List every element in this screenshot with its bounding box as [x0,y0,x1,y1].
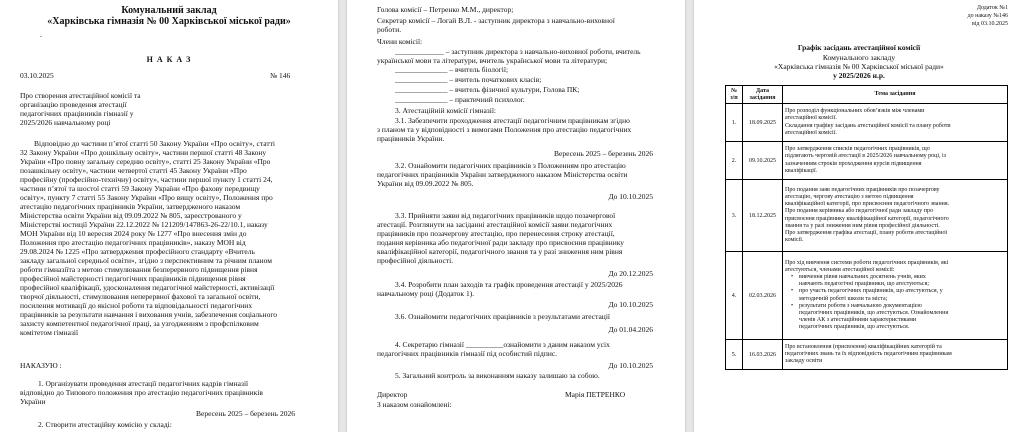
row-number: 2. [726,142,743,180]
member-line: ______________ – практичний психолог. [395,95,525,104]
topic-line: Про подання керівника або педагогічної ради закладу про [785,208,933,215]
s34-line: 3.4. Розробити план заходів та графік проведення атестації у 2025/2026 [395,280,623,289]
topic-line: Про встановлення (присвоєння) кваліфікаційних категорій та [785,343,942,350]
schedule-year: у 2025/2026 н.р. [833,71,885,80]
s4-line: 4. Секретарю гімназії __________ознайомити з даним наказом усіх [395,340,610,349]
commission-secretary: Секретар комісії – Логай В.Л. - заступник директора з навчально-виховної [377,16,615,25]
body-line: роботи гімназіїта з метою стимулювання безперервного підвищення рівня [20,265,258,274]
member-line: _____________ – заступник директора з навчально-виховної роботи, вчитель [395,47,641,56]
body-line: Відповідно до частини п’ятої статті 50 Закону України «Про освіту», статті [34,139,275,148]
s36-line: 3.6. Ознайомити педагогічних працівників з результатами атестації [395,312,610,321]
table-header-row [726,86,1008,104]
topic-line: звання та у разі зниження ним рівня професійної діяльності. [785,222,940,229]
s31-line: працівників України. [377,134,445,143]
header-text: засідання [749,94,776,101]
institution-name: Комунальний заклад [121,5,217,16]
topic-line: Про подання заяв педагогічних працівників про позачергову [785,187,940,194]
s34-line: навчальному році (Додаток 1). [377,289,475,298]
topic-line: присвоєння працівнику кваліфікаційної категорії, педагогічного [785,215,949,222]
table-row [726,180,1008,252]
topic-line: Про розподіл функціональних обов’язків між членами [785,108,925,115]
row-number: 5. [726,340,743,370]
topic-line: атестацію, чергову атестацію з метою підвищення [785,194,914,201]
topic-line: Про хід вивчення системи роботи педагогічних працівників, які [785,260,949,267]
s32-line: України від 09.09.2022 № 805. [377,179,474,188]
topic-line: педагогічних звань та їх відповідність педагогічним працівникам [785,350,952,357]
row-number: 1. [726,104,743,142]
row-number: 3. [726,180,743,252]
header-text: № [730,87,738,94]
bullet-continuation: методичній роботі школи та міста; [799,295,888,302]
director-label: Директор [377,390,408,399]
section-3: 3. Атестаційній комісії гімназії: [395,106,496,115]
header-text: Дата [756,87,769,94]
bullet-item: • про участь педагогічних працівників, що атестуються, у [785,288,1005,295]
body-line: захисту компетентної педагогічної праці, за узгодженням з профспілковим [20,319,259,328]
member-line: ______________ – вчитель фізичної культури, Голова ПК; [395,85,580,94]
dot-mark: . [40,30,42,39]
members-label: Члени комісії: [377,37,423,46]
schedule-table [725,85,1008,370]
member-line: ______________ – вчитель початкових класів; [395,75,542,84]
item1-term: Вересень 2025 – березень 2026 [196,409,295,418]
schedule-subtitle: Комунального закладу [822,53,896,62]
orders-heading: НАКАЗУЮ : [20,361,62,370]
topic-line: Про затвердження графіка атестації, плану роботи атестаційної [785,229,948,236]
annex-label: Додаток №1 [976,5,1008,11]
row-topic [783,340,1008,370]
body-line: Міністерстві юстиції України 22.12.2022 № 121209/147863-26-22/10.1, наказу [20,220,268,229]
s31-term: Вересень 2025 – березень 2026 [554,149,653,158]
s33-line: атестації. Розглянути на засіданні атестаційної комісії заяви педагогічних [377,220,613,229]
column-header-date [743,86,783,104]
table-row [726,340,1008,370]
member-line: ______________ – вчитель біології; [395,65,509,74]
subject-line: організацію проведення атестації [20,100,127,109]
body-line: працівників за результати навчання і виховання учнів, забезпечення соціального [20,310,277,319]
item2-line: 2. Створити атестаційну комісію у складі: [38,420,172,429]
body-line: 32 Закону України «Про дошкільну освіту», частини першої статті 48 Закону [20,148,267,157]
body-line: МОН України від 10 вересня 2024 року № 1277 «Про внесення змін до [20,229,247,238]
commission-secretary: роботи. [377,25,402,34]
document-page-order-continued [347,0,685,432]
row-date: 18.12.2025 [743,180,783,252]
s34-term: До 10.10.2025 [608,300,653,309]
s33-line: працівників про позачергову атестацію, про перенесення строку атестації, [377,229,615,238]
order-title: Н А К А З [146,55,192,64]
schedule-title: Графік засідань атестаційної комісії [797,43,921,52]
s31-line: з планом та у відповідності з вимогами Положення про атестацію педагогічних [377,125,632,134]
order-number: № 146 [270,71,291,80]
topic-line: Про затвердження списків педагогічних працівників, що [785,146,930,153]
body-line: комітетом гімназії [20,328,79,337]
topic-line: атестаційної комісії. [785,129,837,136]
body-line: 29.08.2024 № 1225 «Про затвердження професійного стандарту «Вчитель [20,247,255,256]
s33-term: До 20.12.2025 [608,269,653,278]
subject-line: Про створення атестаційної комісії та [20,91,141,100]
s4-line: педагогічних працівників гімназії під особистий підпис. [377,349,558,358]
commission-head: Голова комісії – Петренко М.М., директор; [377,5,514,14]
s33-line: професійної діяльності. [377,256,454,265]
bullet-continuation: педагогічних працівників, що атестуються. Ознайомлення [799,309,949,316]
body-line: Положення про атестацію педагогічних працівників», наказу МОН від [20,238,246,247]
row-number: 4. [726,252,743,340]
column-header-number [726,86,743,104]
annex-order-ref: до наказу №146 [967,13,1008,19]
row-topic [783,180,1008,252]
topic-line: зазначенням строків проходження курсів підвищення [785,160,922,167]
s36-term: До 01.04.2026 [608,325,653,334]
bullet-item: • результати роботи з навчальною документацією [785,303,1005,310]
row-date: 16.03.2026 [743,340,783,370]
row-date: 09.10.2025 [743,142,783,180]
body-line: позашкільну освіту», частини четвертої статті 45 Закону України «Про [20,166,247,175]
bullet-item: • вивчення рівня навчальних досягнень учнів, яких [785,274,1005,281]
topic-line: закладу освіти [785,358,823,365]
s32-term: До 10.10.2025 [608,192,653,201]
body-line: закладу загальної середньої освіти», згідно з перспективним та річним планом [20,256,272,265]
subject-line: 2025/2026 навчальному році [20,118,111,127]
body-line: професійної кваліфікації, удосконалення педагогічної майстерності, активізації [20,283,275,292]
row-date: 18.09.2025 [743,104,783,142]
row-topic [783,142,1008,180]
s33-line: 3.3. Прийняти заяви від педагогічних працівників щодо позачергової [395,211,616,220]
acquainted-label: З наказом ознайомлені: [377,400,452,409]
topic-line: Складання графіку засідань атестаційної комісії та плану роботи [785,122,951,129]
director-name: Марія ПЕТРЕНКО [565,390,626,399]
body-line: Міністерства освіти України від 09.09.2022 № 805, зареєстрованого у [20,211,242,220]
item1-line: відповідно до Типового положення про атестацію педагогічних працівників [20,388,263,397]
topic-line: атестаційної комісії. [785,115,837,122]
body-line: України «Про повну загальну середню освіту», статті 25 Закону України «Про [20,157,271,166]
body-line: освіту», пункту 7 статті 55 Закону України «Про вищу освіту», Положення про [20,193,273,202]
annex-date: від 03.10.2025 [971,21,1008,27]
bullet-continuation: членів АК з атестаційними характеристиками [799,316,917,323]
s32-line: 3.2. Ознайомити педагогічних працівників з Положенням про атестацію [395,161,626,170]
row-topic [783,252,1008,340]
s33-line: подання керівника або педагогічної ради закладу про присвоєння працівнику [377,238,625,247]
body-line: творчої діяльності, стимулювання неперервної фахової та загальної освіти, [20,292,261,301]
institution-full-name: «Харківська гімназія № 00 Харківської міської ради» [47,16,291,27]
row-topic [783,104,1008,142]
order-date: 03.10.2025 [20,71,54,80]
s31-line: 3.1. Забезпечити проходження атестації педагогічним працівникам згідно [395,116,630,125]
schedule-institution: «Харківська гімназія № 00 Харківської міської ради» [774,62,944,71]
topic-line: підлягають черговій атестації в 2025/2026 навчальному році, із [785,153,947,160]
body-line: посилення мотивації до якісної роботи та відповідальності педагогічних [20,301,253,310]
s33-line: кваліфікаційної категорії, педагогічного звання та у разі зниження ним рівня [377,247,623,256]
body-line: частини п’ятої та шостої статті 59 Закону України «Про фахову передвищу [20,184,260,193]
body-line: професійної майстерності педагогічних працівників підвищення рівня [20,274,246,283]
s5-line: 5. Загальний контроль за виконанням наказу залишаю за собою. [395,371,600,380]
document-page-annex-schedule [694,0,1024,432]
topic-line: комісії. [785,236,804,243]
bullet-continuation: навчають педагогічні працівники, що атестуються; [799,281,930,288]
subject-line: педагогічних працівників гімназії у [20,109,134,118]
body-line: атестацію педагогічних працівників України, затвердженого наказом [20,202,241,211]
document-page-order [0,0,338,432]
row-date: 02.03.2026 [743,252,783,340]
s4-term: До 10.10.2025 [608,361,653,370]
header-text: з/п [730,94,738,101]
s32-line: педагогічних працівників України затвердженого наказом Міністерства освіти [377,170,628,179]
table-row [726,142,1008,180]
topic-line: кваліфікації. [785,167,818,174]
body-line: професійну (професійно-технічну) освіту», частини першої пункту 1 статті 24, [20,175,273,184]
bullet-continuation: педагогічних працівників, що атестуються. [799,323,910,330]
topic-line: кваліфікаційної категорії, про присвоєння педагогічного звання. [785,201,950,208]
item1-line: України [20,397,46,406]
column-header-topic: Тема засідання [783,86,1008,104]
topic-line: атестуються, членами атестаційної комісії: [785,267,895,274]
table-row [726,252,1008,340]
item1-line: 1. Організувати проведення атестації педагогічних кадрів гімназії [38,379,249,388]
member-line: української мови та літератури, вчитель української мови та літератури; [377,56,608,65]
table-row [726,104,1008,142]
